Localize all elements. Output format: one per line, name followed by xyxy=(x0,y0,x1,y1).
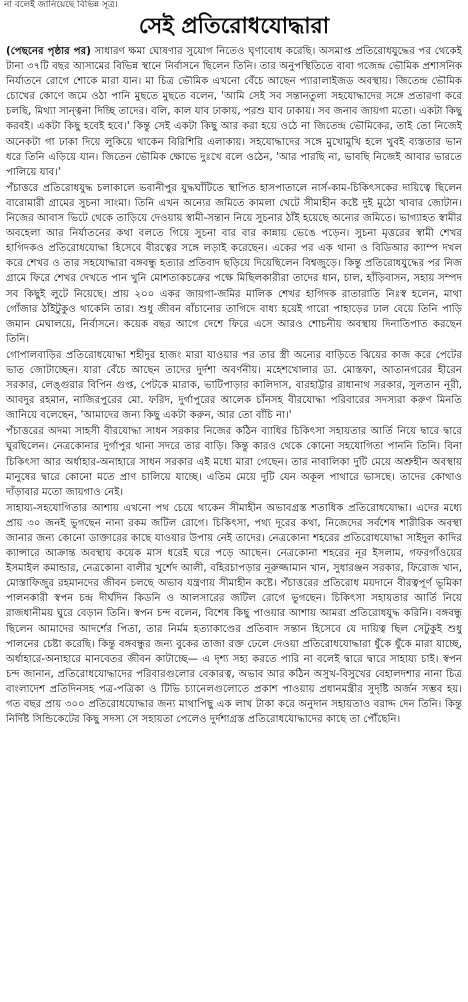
continued-from-label: (পেছনের পৃষ্ঠার পর) xyxy=(6,46,91,57)
article-paragraph xyxy=(6,44,462,180)
article-body xyxy=(6,44,462,999)
paragraph-text: সাধারণ ক্ষমা ঘোষণার সুযোগ নিতেও ঘৃণাবোধ করেছি। অসমাপ্ত প্রতিরোধযুদ্ধের পর থেকেই টানা ৩৭টি বছর আসামের বিভিন্ন স্থানে নির্বাসনে ছিলেন তিনি। তার অনুপস্থিতিতে বাবা গজেন্দ্র ভৌমিক প্রশাসনিক নির্যাতনে রোগে শোকে মারা যান। মা চিত্র ভৌমিক এখনো বেঁচে আছেন প্যারালাইজড অবস্থায়। জিতেন্দ্র ভৌমিক চোখের কোণে জমে ওঠা পানি মুছতে মুছতে বলেন, 'আমি সেই সব সন্তানতুল্য সহযোদ্ধাদের সঙ্গে প্রতারণা করে চলছি, মিথ্যা সান্ত্বনা দিচ্ছি তাদের। বলি, কাল যাব ঢাকায়, পরশু যাব ঢাকায়। সব জনাব জায়গা মতো। একটা কিছু করবই। একটা কিছু হবেই হবে।' কিন্তু সেই একটা কিছু আর করা হয়ে ওঠে না জিতেন্দ্র ভৌমিকের, তাই তো নিজেই অনেকটা গা ঢাকা দিয়ে লুকিয়ে থাকেন বিরিশিরি এলাকায়। সহযোদ্ধাদের সঙ্গে মুখোমুখি হলে খুবই ব্যস্ততার ভান ধরে তিনি এড়িয়ে যান। জিতেন ভৌমিক ক্ষোভে দুঃখে বলে ওঠেন, 'আর পারছি না, ভাবছি নিজেই আবার ভারতে পালিয়ে যাব।' xyxy=(6,46,462,178)
article-paragraph: পঁচাত্তরে প্রতিরোধযুদ্ধ চলাকালে ভবানীপুর যুদ্ধঘাঁটিতে স্থাপিত হাসপাতালে নার্স-কাম-চিকিৎসকের দায়িত্বে ছিলেন বারোমারী গ্রামের সুচনা সাংমা। তিনি এখন অন্যের জমিতে কামলা খেটে সীমাহীন কষ্টে দুই মুঠো খাবার জোটান। নিজের আবাস ভিটে থেকে তাড়িয়ে দেওয়ায় স্বামী-সন্তান নিয়ে সুচনার ঠাঁই হয়েছে অন্যের জমিতে। ভাগ্যাহত স্বামীর অবহেলা আর নির্যাতনের কথা বলতে গিয়ে সুচনা বার বার কান্নায় ভেঙে পড়েন। সুচনা মৃত্তরের স্বামী শেখর হাগিদকও প্রতিরোধযোদ্ধা হিসেবে বীরত্বের সঙ্গে লড়াই করেছেন। একের পর এক থানা ও বিডিআর ক্যাম্প দখল করে শেখর ও তার সহযোদ্ধারা বঙ্গবন্ধু হত্যার প্রতিবাদ ছড়িয়ে দিয়েছিলেন বিশ্বজুড়ে। কিন্তু প্রতিরোধযুদ্ধের পর নিজ গ্রামে ফিরে শেখর দেখতে পান খুনি মোশতাকচক্রের পক্ষে মিছিলকারীরা তাদের ধান, চাল, হাঁড়িবাসন, সহায় সম্পদ সব কিছুই লুটে নিয়েছে। প্রায় ২০০ একর জায়গা-জমির মালিক শেখর হাগিদক রাতারাতি নিঃস্ব হলেন, মাথা গোঁজার ঠাঁইটুকুও থাকেনি তার। শুধু জীবন বাঁচানোর তাগিদে বাধ্য হয়েই গারো পাহাড়ের ঢাল বেয়ে তিনি পাড়ি জমান মেঘালয়ে, নির্বাসনে। কয়েক বছর আগে দেশে ফিরে এসে আরও শোচনীয় অবস্থায় দিনাতিপাত করছেন তিনি। xyxy=(6,182,462,345)
article-paragraph: সাহায্য-সহযোগিতার আশায় এখনো পথ চেয়ে থাকেন সীমাহীন অভাবগ্রস্ত শতাধিক প্রতিরোধযোদ্ধা। এদের মধ্যে প্রায় ৩০ জনই ভুগছেন নানা রকম জটিল রোগে। চিকিৎসা, পথ্য দূরের কথা, নিজেদের সর্বশেষ শারীরিক অবস্থা জানার জন্য কোনো ডাক্তারের কাছে যাওয়ার উপায় নেই তাদের। নেত্রকোনা শহরের প্রতিরোধযোদ্ধা সাইদুল কাদির ক্যান্সারে আক্রান্ত অবস্থায় কয়েক মাস ধরেই ঘরে পড়ে আছেন। নেত্রকোনা শহরের নূর ইসলাম, গফরগাঁওয়ের ইসমাইল কমান্ডার, নেত্রকোনা বালীর খুর্শেদ আলী, বহিরচাপড়ার নূরুজ্জামান খান, সুধারঞ্জন সরকার, ফিরোজ খান, মোস্তাফিজুর রহমানদের জীবন চলছে অভাব যন্ত্রণায় সীমাহীন কষ্টে। পঁচাত্তরের প্রতিরোধ ময়দানে বীরত্বপূর্ণ ভূমিকা পালনকারী স্বপন চন্দ্র দীর্ঘদিন কিডনি ও আলসারের জটিল রোগে ভুগছেন। চিকিৎসা সহায়তার আর্তি নিয়ে রাজধানীময় ঘুরে বেড়ান তিনি। স্বপন চন্দ বলেন, বিশেষ কিছু পাওয়ার আশায় আমরা প্রতিরোধযুদ্ধ করিনি। বঙ্গবন্ধু ছিলেন আমাদের আদর্শের পিতা, তার নির্মম হত্যাকাণ্ডের প্রতিবাদ সন্তান হিসেবে যে দায়িত্ব ছিল সেটুকুই শুধু পালনের চেষ্টা করেছি। কিন্তু বঙ্গবন্ধুর জন্য বুকের তাজা রক্ত ঢেলে দেওয়া প্রতিরোধযোদ্ধারা ধুঁকে ধুঁকে মারা যাচ্ছে, অর্ধাহারে-অনাহারে মানবেতর জীবন কাটাচ্ছে— এ দৃশ্য সহ্য করতে পারি না বলেই দ্বারে দ্বারে সাহায্য চাই। স্বপন চন্দ জানান, প্রতিরোধযোদ্ধাদের পরিবারগুলোর বেকারত্ব, অভাব আর কঠিন অসুখ-বিসুখের বেহালদশার নানা চিত্র বাংলাদেশ প্রতিদিনসহ পত্র-পত্রিকা ও টিভি চ্যানেলগুলোতে প্রকাশ পাওয়ায় প্রধানমন্ত্রীর সুদৃষ্টি অর্জন সম্ভব হয়। গত বছর প্রায় ৩০০ প্রতিরোধযোদ্ধার জন্য মাথাপিছু এক লাখ টাকা করে অনুদান সহায়তাও বরাদ্দ দেন তিনি। কিন্তু নির্দিষ্ট সিন্ডিকেটের কিছু সদস্য সে সহায়তা পেলেও দুর্দশাগ্রস্ত প্রতিরোধযোদ্ধাদের কাছে তা পৌঁছেনি। xyxy=(6,502,462,726)
previous-article-fragment: না বলেই জানিয়েছে বিভিন্ন সূত্র। xyxy=(4,0,118,10)
article-paragraph: গোপালবাড়ির প্রতিরোধযোদ্ধা শহীদুর হাজং মারা যাওয়ার পর তার স্ত্রী অন্যের বাড়িতে ঝিয়ের কাজ করে পেটের ভাত জোটাচ্ছেন। যারা বেঁচে আছেন তাদের দুর্দশা অবর্ণনীয়। মহেশখোলার ডা. মোস্তফা, আতানগরের হীরেন সরকার, লেঙ্গুরার বিপিন গুপ্ত, পেটকে মারাক, ভাটিপাড়ার কালিদাস, বারহাট্টার রাধানাথ সরকার, সুলতান নূরী, আবদুর রহমান, নাজিরপুরের মো. ফরিদ, দুর্গাপুরের আলেক চাঁনসহ বীরযোদ্ধা পরিবারের সদস্যরা করুণ মিনতি জানিয়ে বলেছেন, 'আমাদের জন্য কিছু একটা করুন, আর তো বাঁচি না।' xyxy=(6,349,462,422)
article-paragraph: পঁচাত্তরের অদম্য সাহসী বীরযোদ্ধা সাধন সরকার নিজের কঠিন ব্যাধির চিকিৎসা সহায়তার আর্তি নিয়ে দ্বারে দ্বারে ঘুরছিলেন। নেত্রকোনার দুর্গাপুর থানা সদরে তার বাড়ি। কিন্তু কারও থেকে কোনো সহযোগিতা পাননি তিনি। বিনা চিকিৎসা আর অর্ধাহার-অনাহারে সাধন সরকার এই মধ্যে মারা গেছেন। তার নাবালিকা দুটি মেয়ে অশ্রুহীন অবস্থায় মানুষের দ্বারে কোনো মতে প্রাণ চালিয়ে যাচ্ছে। এতিম মেয়ে দুটি যেন অকূল পাথারে ভাসছে। তাদের কোথাও দাঁড়াবার মতো জায়গাও নেই। xyxy=(6,426,462,498)
article-headline: সেই প্রতিরোধযোদ্ধারা xyxy=(138,14,330,39)
